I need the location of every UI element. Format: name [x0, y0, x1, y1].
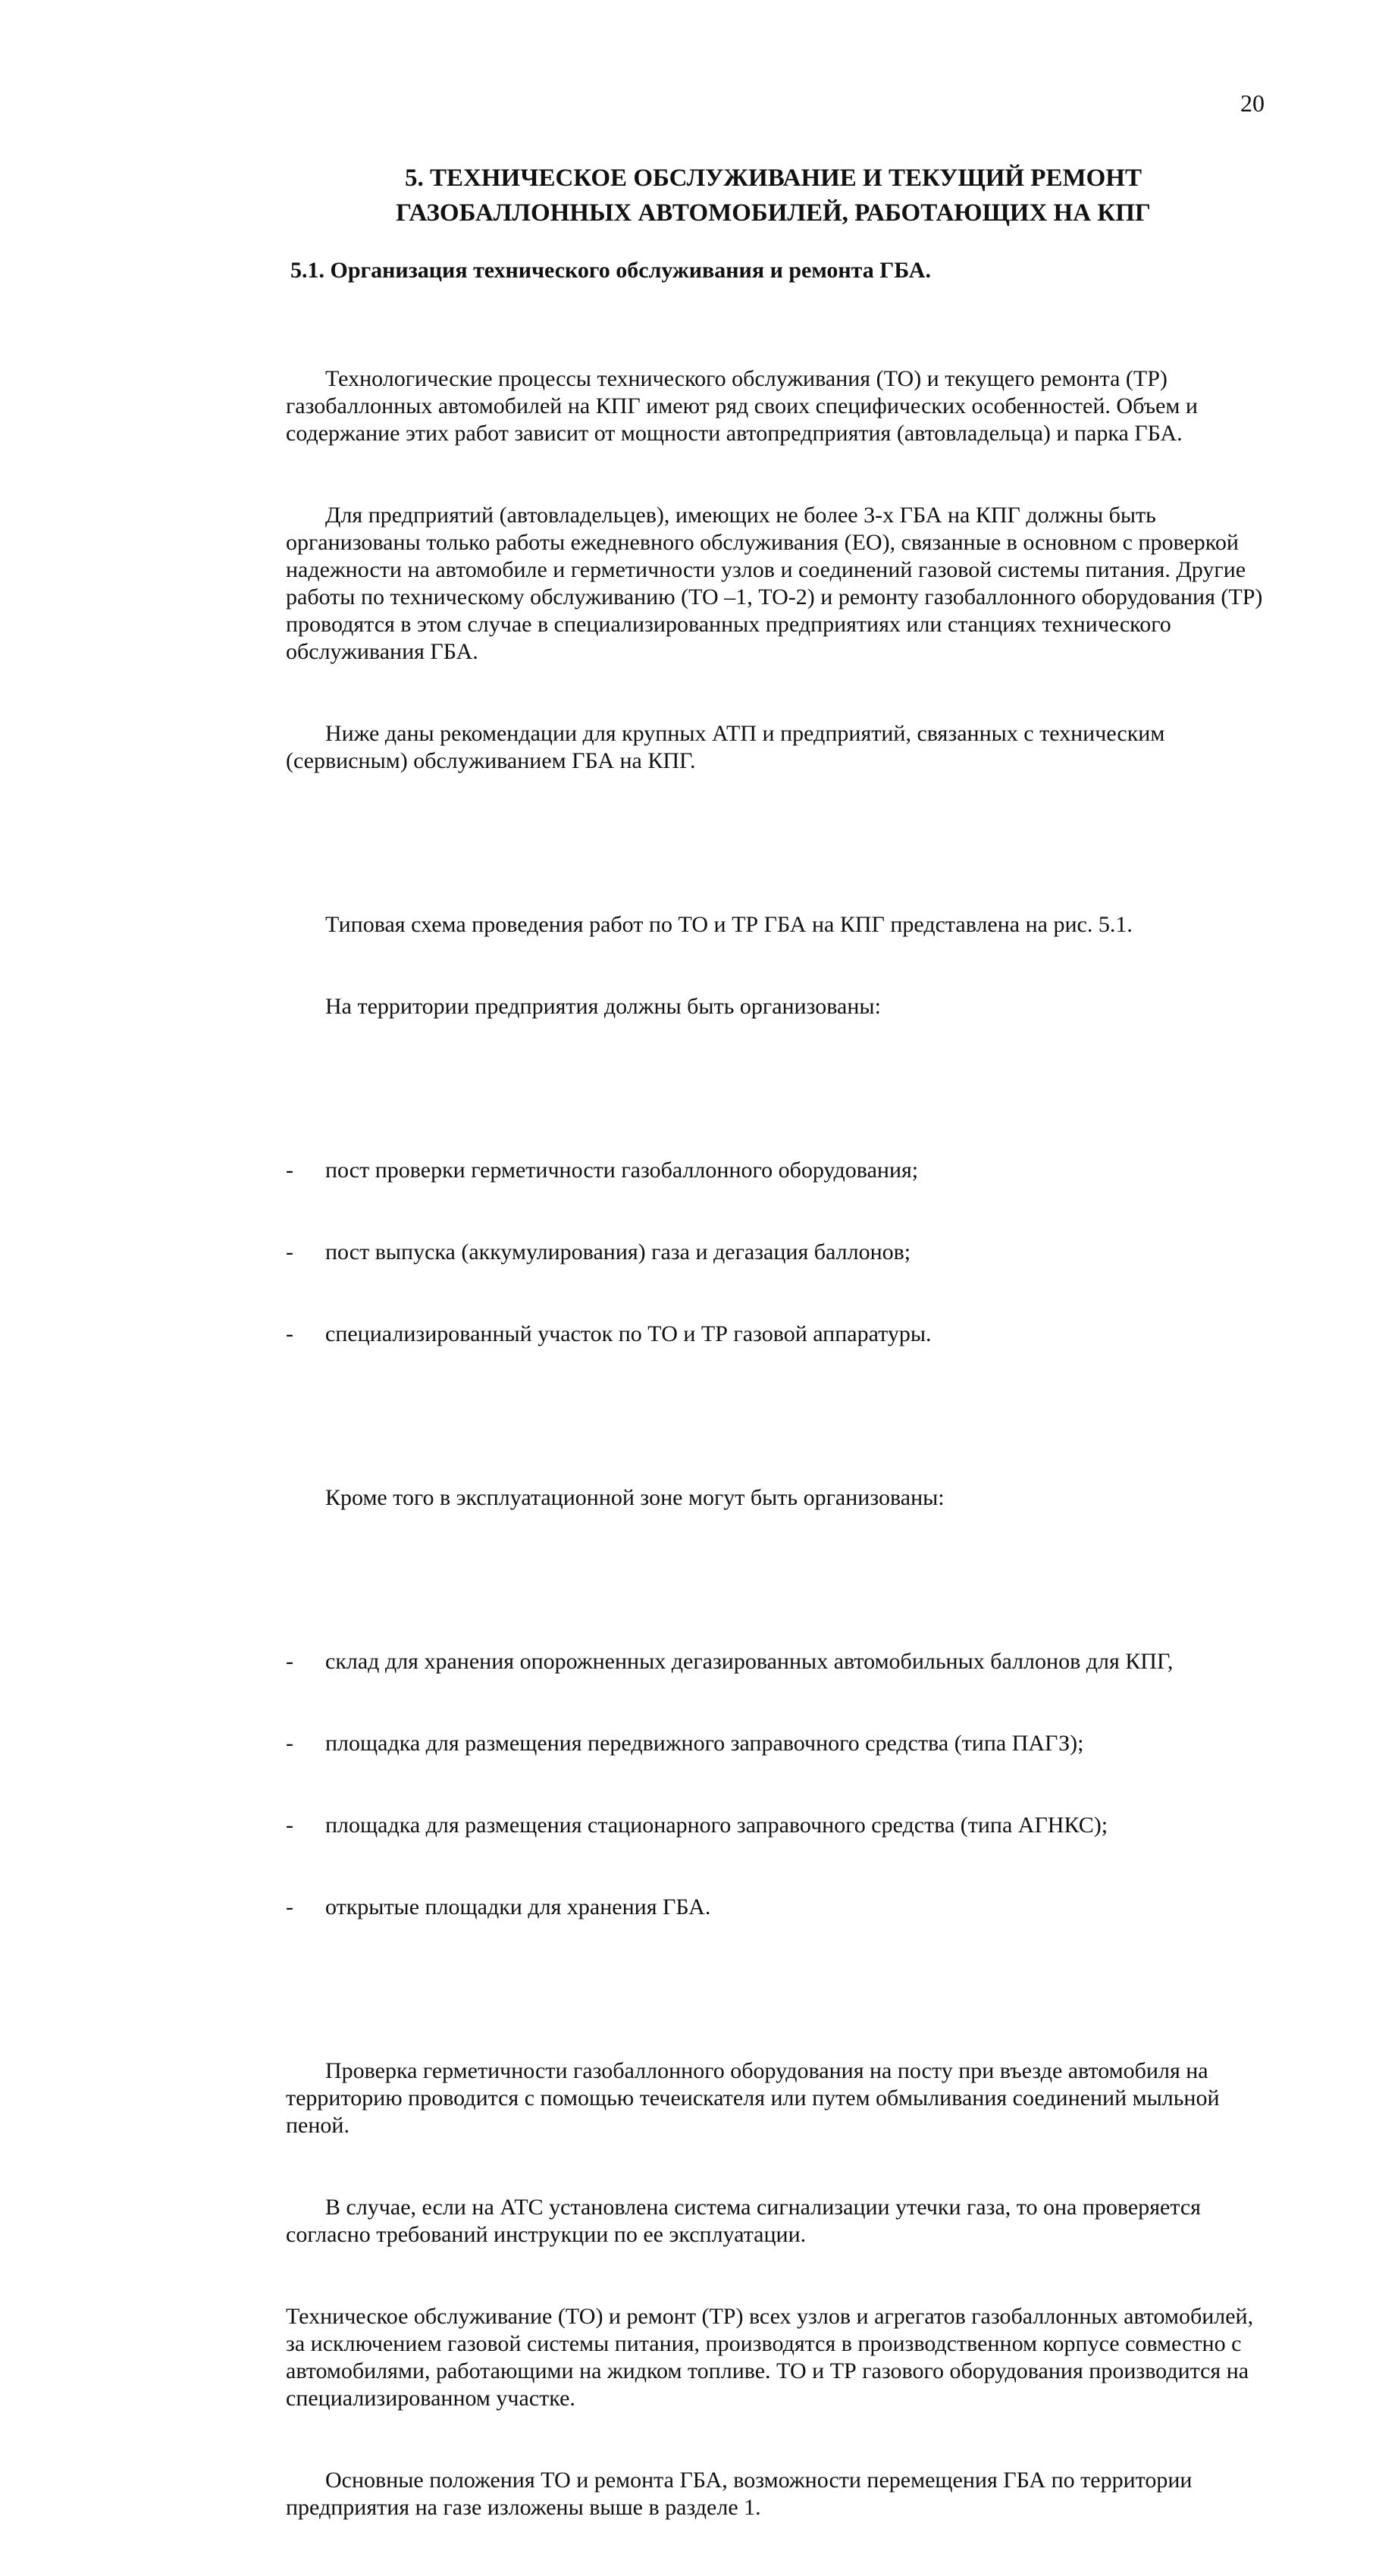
list-item [286, 1157, 1271, 1184]
paragraph: Технологические процессы технического обслуживания (ТО) и текущего ремонта (ТР) газобаллонных автомобилей на КПГ имеют ряд своих специфических особенностей. Объем и содержание этих работ зависит от мощности автопредприятия (автовладельца) и парка ГБА. [286, 366, 1204, 446]
paragraph: На территории предприятия должны быть организованы: [325, 994, 881, 1019]
list-item-text: пост проверки герметичности газобаллонного оборудования; [325, 1158, 919, 1183]
list-item-text: площадка для размещения передвижного заправочного средства (типа ПАГЗ); [325, 1731, 1084, 1756]
document-body [286, 311, 1271, 2576]
paragraph: Для предприятий (автовладельцев), имеющих не более 3-х ГБА на КПГ должны быть организованы только работы ежедневного обслуживания (ЕО), связанные в основном с проверкой надежности на автомобиле и герметичности узлов и соединений газовой системы питания. Другие работы по техническому обслуживанию (ТО –1, ТО-2) и ремонту газобаллонного оборудования (ТР) проводятся в этом случае в специализированных предприятиях или станциях технического обслуживания ГБА. [286, 503, 1268, 664]
paragraph: Кроме того в эксплуатационной зоне могут быть организованы: [325, 1485, 945, 1510]
bullet-dash: - [286, 1894, 293, 1919]
list-item-text: специализированный участок по ТО и ТР газовой аппаратуры. [325, 1321, 932, 1346]
list-item-text: пост выпуска (аккумулирования) газа и дегазация баллонов; [325, 1239, 911, 1264]
bullet-dash: - [286, 1813, 293, 1838]
list-item [286, 1812, 1271, 1839]
bullet-dash: - [286, 1158, 293, 1183]
paragraph: Проверка герметичности газобаллонного оборудования на посту при въезде автомобиля на территорию проводится с помощью течеискателя или путем обмыливания соединений мыльной пеной. [286, 2058, 1226, 2138]
spacer [286, 829, 1271, 857]
list-item [286, 1239, 1271, 1266]
list-item [286, 1648, 1271, 1675]
paragraph: Типовая схема проведения работ по ТО и ТР ГБА на КПГ представлена на рис. 5.1. [325, 912, 1133, 937]
list-item [286, 1894, 1271, 1921]
paragraph: В случае, если на АТС установлена система сигнализации утечки газа, то она проверяется согласно требований инструкции по ее эксплуатации. [286, 2195, 1207, 2247]
list-item-text: площадка для размещения стационарного заправочного средства (типа АГНКС); [325, 1813, 1108, 1838]
list-item [286, 1321, 1271, 1348]
section-title-line-2: ГАЗОБАЛЛОННЫХ АВТОМОБИЛЕЙ, РАБОТАЮЩИХ НА КПГ [396, 199, 1151, 227]
section-title [288, 161, 1258, 230]
paragraph: Ниже даны рекомендации для крупных АТП и предприятий, связанных с техническим (сервисным) обслуживанием ГБА на КПГ. [286, 721, 1171, 773]
list-optional [286, 1594, 1271, 1976]
paragraph: Техническое обслуживание (ТО) и ремонт (ТР) всех узлов и агрегатов газобаллонных автомобилей, за исключением газовой системы питания, производятся в производственном корпусе совместно с автомобилями, работающими на жидком топливе. ТО и ТР газового оборудования производится на специализированном участке. [286, 2304, 1259, 2411]
bullet-dash: - [286, 1731, 293, 1756]
list-item [286, 1730, 1271, 1757]
list-item-text: склад для хранения опорожненных дегазированных автомобильных баллонов для КПГ, [325, 1649, 1174, 1674]
section-title-line-1: 5. ТЕХНИЧЕСКОЕ ОБСЛУЖИВАНИЕ И ТЕКУЩИЙ РЕМОНТ [405, 165, 1142, 192]
bullet-dash: - [286, 1321, 293, 1346]
list-organized [286, 1102, 1271, 1402]
list-item-text: открытые площадки для хранения ГБА. [325, 1894, 711, 1919]
subsection-title: 5.1. Организация технического обслуживания и ремонта ГБА. [290, 258, 931, 283]
page-number: 20 [1240, 89, 1265, 117]
paragraph: Основные положения ТО и ремонта ГБА, возможности перемещения ГБА по территории предприятия на газе изложены выше в разделе 1. [286, 2468, 1198, 2520]
bullet-dash: - [286, 1239, 293, 1264]
bullet-dash: - [286, 1649, 293, 1674]
